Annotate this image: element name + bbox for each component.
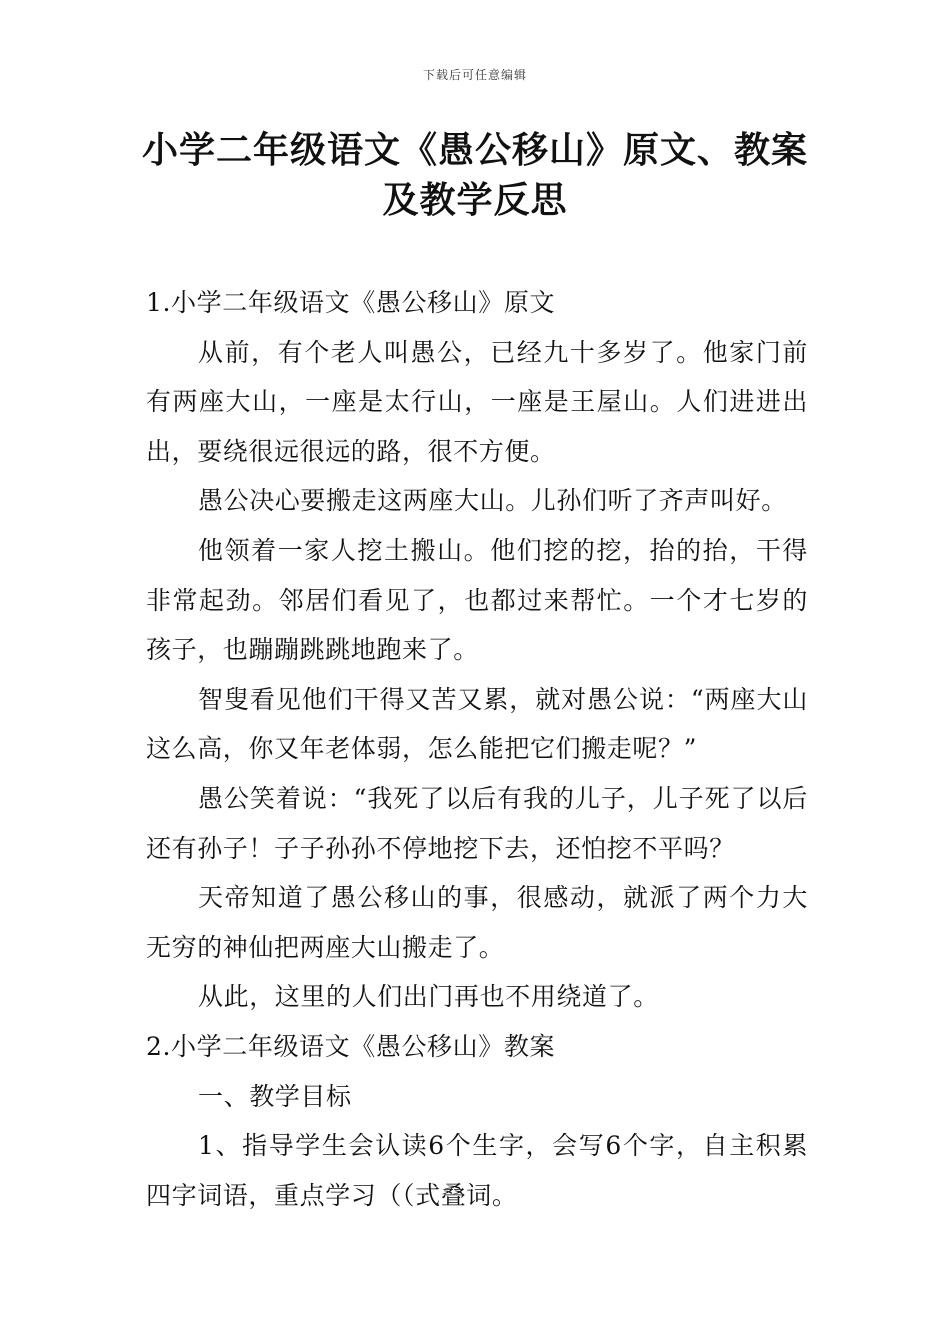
title-line-1: 小学二年级语文《愚公移山》原文、教案 (141, 130, 808, 171)
paragraph: 智叟看见他们干得又苦又累，就对愚公说：“两座大山这么高，你又年老体弱，怎么能把它们搬走呢？” (146, 684, 808, 764)
paragraph: 愚公笑着说：“我死了以后有我的儿子，儿子死了以后还有孙子！子子孙孙不停地挖下去，还怕挖不平吗？ (146, 783, 808, 863)
paragraph: 天帝知道了愚公移山的事，很感动，就派了两个力大无穷的神仙把两座大山搬走了。 (146, 883, 808, 962)
subsection-heading: 一、教学目标 (198, 1081, 352, 1111)
paragraph: 从前，有个老人叫愚公，已经九十多岁了。他家门前有两座大山，一座是太行山，一座是王屋山。人们进进出出，要绕很远很远的路，很不方便。 (146, 337, 808, 466)
paragraph: 愚公决心要搬走这两座大山。儿孙们听了齐声叫好。 (198, 486, 787, 516)
paragraph: 1、指导学生会认读6个生字，会写6个字，自主积累四字词语，重点学习（（式叠词。 (146, 1131, 808, 1210)
section-heading-lesson-plan: 2.小学二年级语文《愚公移山》教案 (146, 1031, 556, 1061)
title-line-2: 及教学反思 (382, 180, 568, 221)
page-header-note: 下载后可任意编辑 (422, 68, 527, 82)
paragraph: 从此，这里的人们出门再也不用绕道了。 (198, 982, 659, 1012)
paragraph: 他领着一家人挖土搬山。他们挖的挖，抬的抬，干得非常起劲。邻居们看见了，也都过来帮忙。一个才七岁的孩子，也蹦蹦跳跳地跑来了。 (146, 535, 808, 665)
document-body (146, 278, 808, 1220)
document-title (0, 126, 950, 226)
section-heading-original-text: 1.小学二年级语文《愚公移山》原文 (146, 288, 556, 317)
